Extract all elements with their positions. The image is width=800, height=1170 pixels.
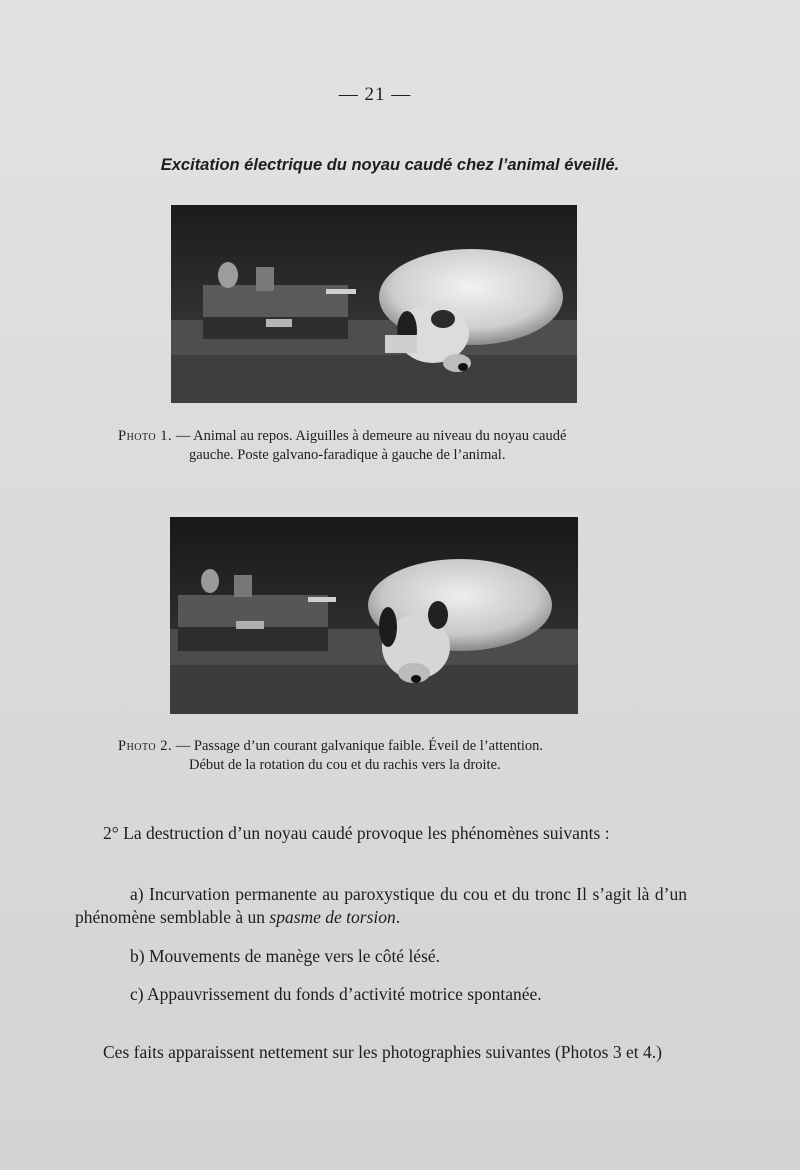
list-item-a-text: a) Incurvation permanente au paroxystique du cou et du tronc Il s’agit là d’un phénomène semblable à un [75,884,687,927]
paragraph-destruction: 2° La destruction d’un noyau caudé provoque les phénomènes suivants : [103,823,610,843]
photo-dog-attention [170,517,578,714]
figure-label: Photo 2. [118,738,173,754]
caption-text-line2: Début de la rotation du cou et du rachis vers la droite. [189,757,501,773]
figure-caption-1 [118,427,678,465]
list-item-c: c) Appauvrissement du fonds d’activité motrice spontanée. [130,984,542,1004]
list-item-a-emphasis: spasme de torsion [269,907,396,927]
figure-caption-2 [118,737,678,775]
section-title: Excitation électrique du noyau caudé chez l’animal éveillé. [160,156,620,174]
list-item-b: b) Mouvements de manège vers le côté lésé. [130,946,441,966]
caption-text-line1: — Animal au repos. Aiguilles à demeure au niveau du noyau caudé [175,428,567,444]
caption-text-line2: gauche. Poste galvano-faradique à gauche de l’animal. [189,447,506,463]
caption-text-line1: — Passage d’un courant galvanique faible. Éveil de l’attention. [175,738,544,754]
figure-label: Photo 1. [118,428,173,444]
photo-dog-at-rest [171,205,577,403]
list-item-a [75,883,687,929]
paragraph-photos-reference: Ces faits apparaissent nettement sur les photographies suivantes (Photos 3 et 4.) [103,1042,662,1062]
list-item-a-end: . [395,907,401,927]
page-number: — 21 — [338,84,412,105]
